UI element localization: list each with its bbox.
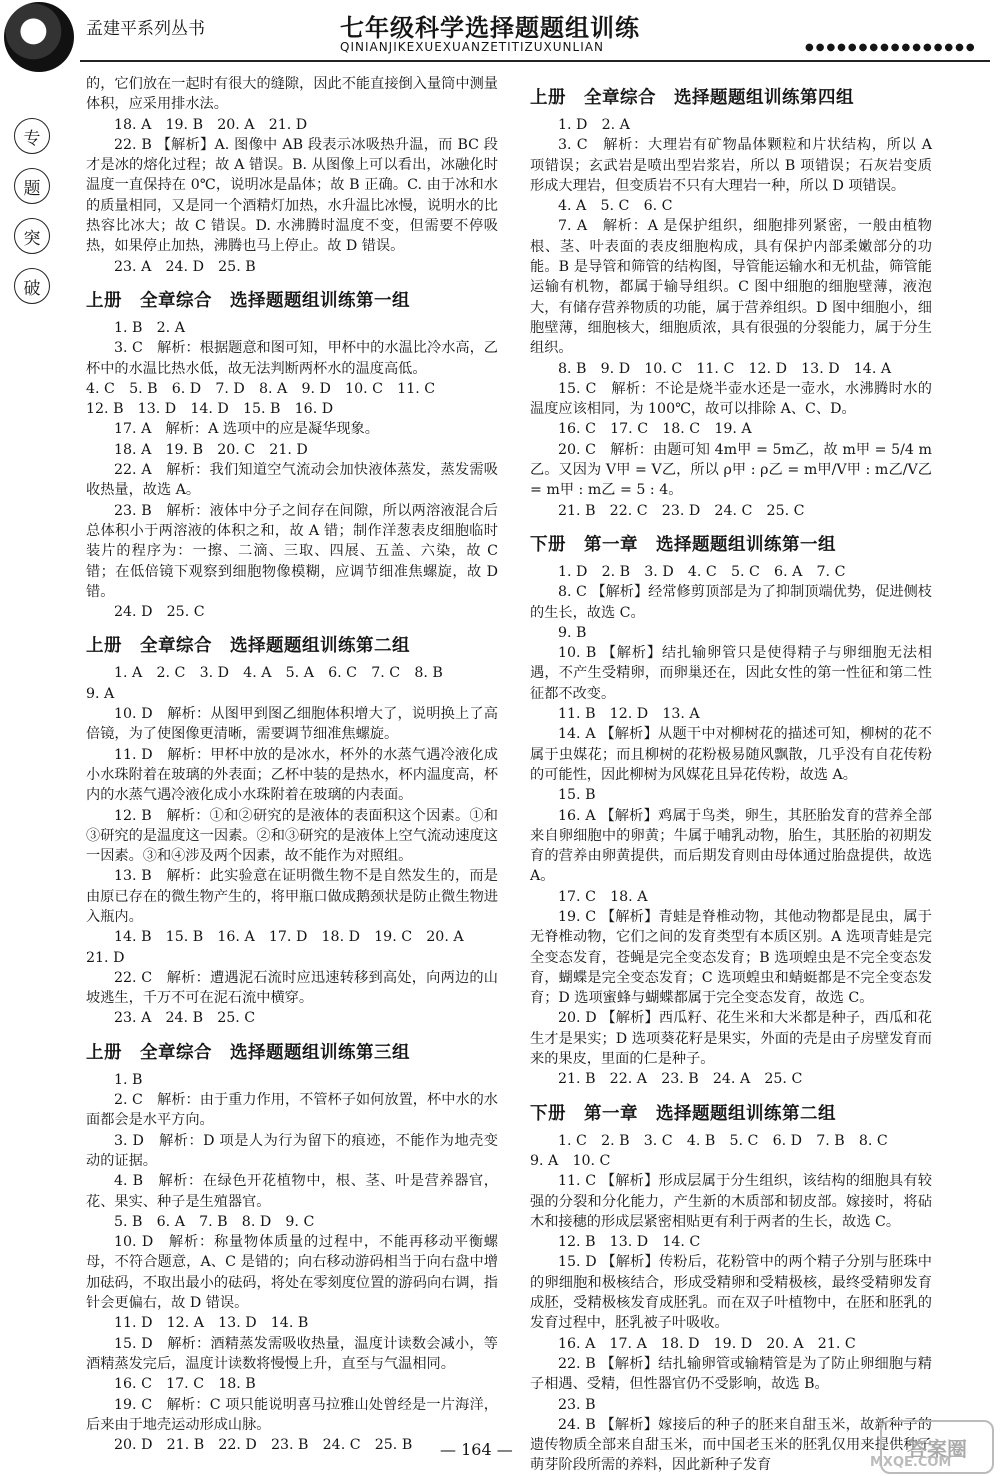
side-tab: 突 [14, 218, 50, 254]
header-dots: ●●●●●●●●●●●●●●●● [805, 42, 977, 53]
answer-paragraph: 24. D 25. C [114, 604, 205, 621]
answer-paragraph: 13. B 解析：此实验意在证明微生物不是自然发生的，而是由原已存在的微生物产生的，将甲瓶口做成鹅颈状是防止微生物进入瓶内。 [86, 868, 498, 925]
answer-paragraph: 15. B [558, 787, 596, 804]
answer-paragraph: 23. A 24. B 25. C [114, 1010, 256, 1027]
book-title: 七年级科学选择题题组训练 [340, 13, 640, 42]
answer-paragraph: 3. C 解析：根据题意和图可知，甲杯中的水温比冷水高，乙杯中的水温比热水低，故无法判断两杯水的温度高低。 [86, 340, 498, 377]
answer-paragraph: 4. A 5. C 6. C [558, 198, 673, 215]
answer-paragraph: 11. C 【解析】形成层属于分生组织，该结构的细胞具有较强的分裂和分化能力，产生新的木质部和韧皮部。嫁接时，将砧木和接穗的形成层紧密相贴更有利于两者的生长，故选 C。 [530, 1173, 932, 1230]
answer-paragraph: 15. C 解析：不论是烧半壶水还是一壶水，水沸腾时水的温度应该相同，为 100℃，故可以排除 A、C、D。 [530, 380, 932, 418]
side-tabs [14, 118, 50, 318]
answer-paragraph: 11. D 解析：甲杯中放的是冰水，杯外的水蒸气遇冷液化成小水珠附着在玻璃的外表面；乙杯中装的是热水，杯内温度高，杯内的水蒸气遇冷液化成小水珠附着在玻璃的内表面。 [86, 746, 498, 804]
answer-paragraph: 23. A 24. D 25. B [114, 258, 256, 275]
left-column [86, 74, 498, 1455]
series-logo [4, 2, 74, 72]
watermark-url: MXQE.COM [870, 1455, 952, 1470]
answer-paragraph: 17. A 解析：A 选项中的应是凝华现象。 [114, 421, 379, 438]
page-number: — 164 — [440, 1440, 513, 1459]
answer-paragraph: 22. C 解析：遭遇泥石流时应迅速转移到高处，向两边的山坡逃生，千万不可在泥石流中横穿。 [86, 969, 498, 1007]
answer-paragraph: 4. B 解析：在绿色开花植物中，根、茎、叶是营养器官，花、果实、种子是生殖器官。 [86, 1173, 498, 1210]
answer-paragraph: 3. C 解析：大理岩有矿物晶体颗粒和片状结构，所以 A 项错误；玄武岩是喷出型岩浆岩，所以 B 项错误；石灰岩变质形成大理岩，但变质岩不只有大理岩一种，所以 D 项错误。 [530, 137, 932, 194]
answer-paragraph: 15. D 【解析】传粉后，花粉管中的两个精子分别与胚珠中的卵细胞和极核结合，形成受精卵和受精极核，最终受精卵发育成胚，受精极核发育成胚乳。而在双子叶植物中，在胚和胚乳的发育过程中，胚乳被子叶吸收。 [530, 1254, 932, 1332]
answer-paragraph: 15. D 解析：酒精蒸发需吸收热量，温度计读数会减小，等酒精蒸发完后，温度计读数将慢慢上升，直至与气温相同。 [86, 1335, 498, 1372]
answer-paragraph: 10. B 【解析】结扎输卵管只是使得精子与卵细胞无法相遇，不产生受精卵，而卵巢还在，因此女性的第一性征和第二性征都不改变。 [530, 645, 932, 702]
answer-paragraph: 8. B 9. D 10. C 11. C 12. D 13. D 14. A [558, 360, 892, 377]
answer-paragraph: 12. B 13. D 14. C [558, 1234, 701, 1251]
answer-paragraph: 12. B 解析：①和②研究的是液体的表面积这个因素。①和③研究的是温度这一因素。②和③研究的是液体上空气流动速度这一因素。③和④涉及两个因素，故不能作为对照组。 [86, 807, 498, 865]
answer-paragraph: 1. C 2. B 3. C 4. B 5. C 6. D 7. B 8. C [558, 1132, 888, 1149]
answer-paragraph: 17. C 18. A [558, 888, 648, 905]
book-title-pinyin: QINIANJIKEXUEXUANZETITIZUXUNLIAN [340, 40, 604, 54]
answer-paragraph: 10. D 解析：从图甲到图乙细胞体积增大了，说明换上了高倍镜，为了使图像更清晰，需要调节细准焦螺旋。 [86, 706, 498, 743]
answer-paragraph: 22. A 解析：我们知道空气流动会加快液体蒸发，蒸发需吸收热量，故选 A。 [86, 462, 498, 499]
answer-paragraph: 9. B [558, 624, 587, 641]
answer-paragraph: 21. D [86, 949, 125, 966]
answer-paragraph: 16. C 17. C 18. C 19. A [558, 421, 752, 438]
answer-paragraph: 23. B 解析：液体中分子之间存在间隙，所以两溶液混合后总体积小于两溶液的体积之和，故 A 错；制作洋葱表皮细胞临时装片的程序为：一擦、二滴、三取、四展、五盖、六染，故 C 错；在低倍镜下观察到细胞物像模糊，应调节细准焦螺旋，故 D 错。 [86, 502, 498, 600]
section-heading: 上册 全章综合 选择题题组训练第三组 [86, 1042, 410, 1063]
answer-paragraph: 16. A 【解析】鸡属于鸟类，卵生，其胚胎发育的营养全部来自卵细胞中的卵黄；牛属于哺乳动物，胎生，其胚胎的初期发育的营养由卵黄提供，而后期发育则由母体通过胎盘提供，故选 A。 [530, 807, 932, 885]
answer-paragraph: 的，它们放在一起时有很大的缝隙，因此不能直接倒入量筒中测量体积，应采用排水法。 [86, 76, 498, 113]
answer-paragraph: 20. D 21. B 22. D 23. B 24. C 25. B [114, 1437, 413, 1454]
series-name: 孟建平系列丛书 [86, 19, 205, 39]
answer-paragraph: 19. C 解析：C 项只能说明喜马拉雅山处曾经是一片海洋，后来由于地壳运动形成山脉。 [86, 1396, 498, 1433]
answer-paragraph: 11. B 12. D 13. A [558, 706, 700, 723]
answer-paragraph: 19. C 【解析】青蛙是脊椎动物，其他动物都是昆虫，属于无脊椎动物，它们之间的发育类型有本质区别。A 选项青蛙是完全变态发育，苍蝇是完全变态发育；B 选项蝗虫是不完全变态发育，蝴蝶是完全变态发育；C 选项蝗虫和蜻蜓都是不完全变态发育；D 选项蜜蜂与蝴蝶都属于完全变态发育，故选 C。 [530, 908, 932, 1007]
answer-paragraph: 9. A 10. C [530, 1152, 611, 1169]
section-heading: 上册 全章综合 选择题题组训练第四组 [530, 88, 854, 108]
answer-paragraph: 18. A 19. B 20. C 21. D [114, 441, 308, 458]
watermark-text: 答案圈 [907, 1436, 967, 1461]
side-tab: 题 [14, 168, 50, 204]
section-heading: 上册 全章综合 选择题题组训练第一组 [86, 290, 410, 311]
answer-paragraph: 16. C 17. C 18. B [114, 1376, 256, 1393]
answer-paragraph: 2. C 解析：由于重力作用，不管杯子如何放置，杯中水的水面都会是水平方向。 [86, 1092, 498, 1129]
answer-paragraph: 18. A 19. B 20. A 21. D [114, 116, 308, 133]
answer-paragraph: 12. B 13. D 14. D 15. B 16. D [86, 401, 334, 418]
answer-paragraph: 14. A 【解析】从题干中对柳树花的描述可知，柳树的花不属于虫媒花；而且柳树的花粉极易随风飘散，几乎没有自花传粉的可能性，因此柳树为风媒花且异花传粉，故选 A。 [530, 726, 932, 783]
answer-paragraph: 3. D 解析：D 项是人为行为留下的痕迹，不能作为地壳变动的证据。 [86, 1132, 498, 1169]
answer-paragraph: 22. B 【解析】结扎输卵管或输精管是为了防止卵细胞与精子相遇、受精，但性器官仍不受影响，故选 B。 [530, 1355, 932, 1393]
answer-paragraph: 1. D 2. A [558, 117, 630, 133]
answer-paragraph: 14. B 15. B 16. A 17. D 18. D 19. C 20. A [114, 929, 464, 946]
page-header [0, 0, 1000, 70]
section-heading: 下册 第一章 选择题题组训练第一组 [530, 534, 836, 555]
answer-paragraph: 20. C 解析：由题可知 4m甲 = 5m乙，故 m甲 = 5/4 m乙。又因为 V甲 = V乙，所以 ρ甲 : ρ乙 = m甲/V甲 : m乙/V乙 = m甲 : m乙 = 5 : 4。 [530, 441, 932, 499]
answer-paragraph: 21. B 22. A 23. B 24. A 25. C [558, 1071, 803, 1088]
answer-paragraph: 16. A 17. A 18. D 19. D 20. A 21. C [558, 1335, 856, 1352]
section-heading: 下册 第一章 选择题题组训练第二组 [530, 1103, 836, 1124]
side-tab: 破 [14, 268, 50, 304]
answer-paragraph: 1. A 2. C 3. D 4. A 5. A 6. C 7. C 8. B [114, 665, 443, 682]
header-rule [80, 60, 990, 62]
answer-paragraph: 24. B 【解析】嫁接后的种子的胚来自甜玉米，故新种子的遗传物质全部来自甜玉米，而中国老玉米的胚乳仅用来提供种子萌芽阶段所需的养料，因此新种子发育 [530, 1416, 932, 1474]
answer-paragraph: 10. D 解析：称量物体质量的过程中，不能再移动平衡螺母，不符合题意，A、C 是错的；向右移动游码相当于向右盘中增加砝码，不取出最小的砝码，将处在零刻度位置的游码向右调，指针会更偏右，故 D 错误。 [86, 1234, 498, 1312]
answer-paragraph: 8. C 【解析】经常修剪顶部是为了抑制顶端优势，促进侧枝的生长，故选 C。 [530, 584, 932, 621]
answer-paragraph: 20. D 【解析】西瓜籽、花生米和大米都是种子，西瓜和花生才是果实；D 选项葵花籽是果实，外面的壳是由子房壁发育而来的果皮，里面的仁是种子。 [530, 1010, 932, 1068]
answer-paragraph: 4. C 5. B 6. D 7. D 8. A 9. D 10. C 11. C [86, 380, 436, 397]
side-tab: 专 [14, 118, 50, 154]
answer-paragraph: 1. B 2. A [114, 319, 185, 336]
answer-paragraph: 1. B [114, 1071, 143, 1088]
answer-paragraph: 21. B 22. C 23. D 24. C 25. C [558, 502, 805, 519]
answer-paragraph: 5. B 6. A 7. B 8. D 9. C [114, 1213, 315, 1230]
right-column [530, 74, 932, 1476]
answer-paragraph: 1. D 2. B 3. D 4. C 5. C 6. A 7. C [558, 563, 846, 580]
section-heading: 上册 全章综合 选择题题组训练第二组 [86, 636, 410, 657]
answer-paragraph: 11. D 12. A 13. D 14. B [114, 1315, 309, 1332]
answer-paragraph: 23. B [558, 1396, 596, 1413]
answer-paragraph: 22. B 【解析】A. 图像中 AB 段表示冰吸热升温，而 BC 段才是冰的熔化过程；故 A 错误。B. 从图像上可以看出，冰融化时温度一直保持在 0℃，说明冰是晶体；故 B 正确。C. 由于冰和水的质量相同，又是同一个酒精灯加热，水升温比冰慢，说明水的比热容比冰大；故 C 错误。D. 水沸腾时温度不变，但需要不停吸热，如果停止加热，沸腾也马上停止。故 D 错误。 [86, 136, 498, 255]
answer-paragraph: 9. A [86, 685, 115, 702]
answer-paragraph: 7. A 解析：A 是保护组织，细胞排列紧密，一般由植物根、茎、叶表面的表皮细胞构成，具有保护内部柔嫩部分的功能。B 是导管和筛管的结构图，导管能运输水和无机盐，筛管能运输有机物，都属于输导组织。C 图中细胞的细胞壁薄，液泡大，有储存营养物质的功能，属于营养组织。D 图中细胞小，细胞壁薄，细胞核大，细胞质浓，具有很强的分裂能力，属于分生组织。 [530, 218, 932, 357]
